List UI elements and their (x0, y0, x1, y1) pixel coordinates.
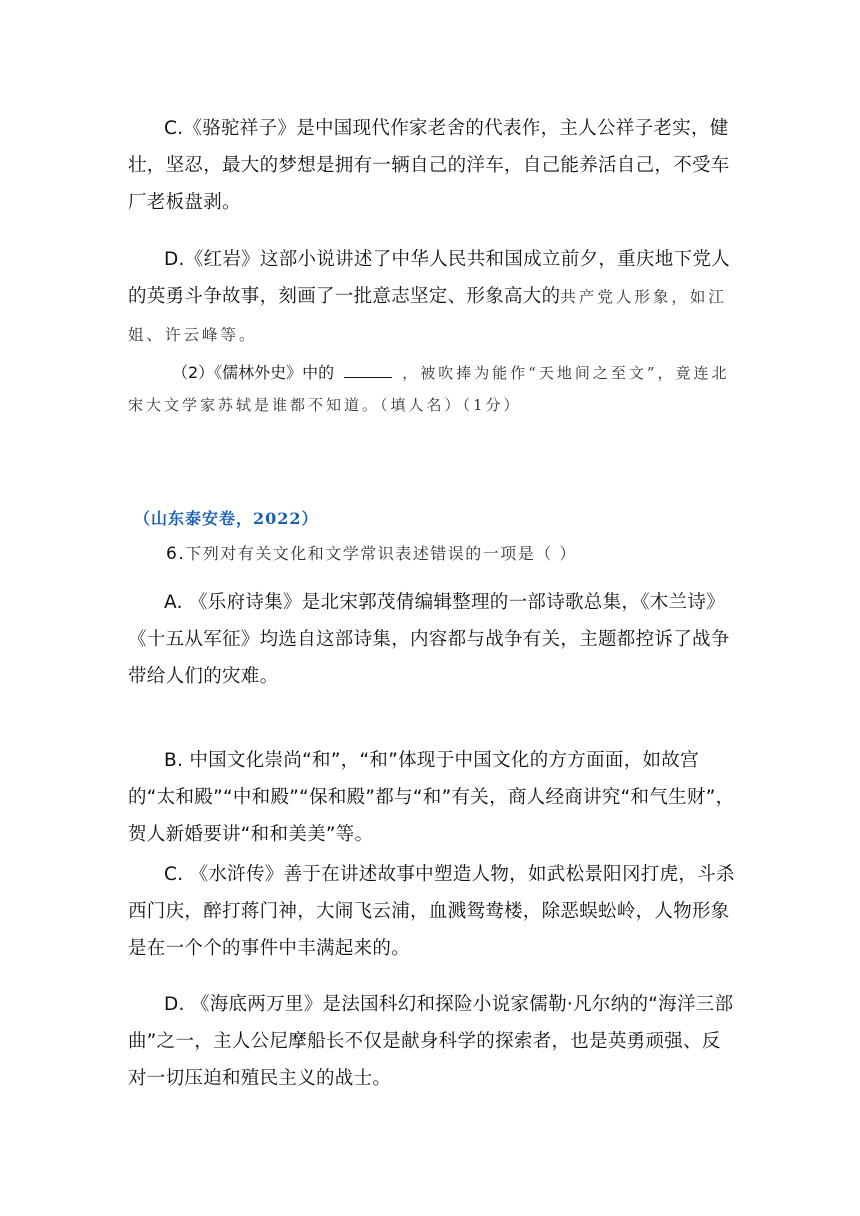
option-d: D. 《海底两万里》是法国科幻和探险小说家儒勒·凡尔纳的“海洋三部曲”之一，主人公尼摩船长不仅是献身科学的探索者，也是英勇顽强、反对一切压迫和殖民主义的战士。 (128, 994, 734, 1089)
question-text: 下列对有关文化和文学常识表述错误的一项是（ ） (185, 544, 577, 563)
sub-question-suffix: ，被吹捧为能作“天地间之至文”，竟连北宋大文学家苏轼是谁都不知道。（填人名）（1分） (128, 364, 730, 414)
option-d-previous (128, 241, 738, 354)
option-c-previous: C.《骆驼祥子》是中国现代作家老舍的代表作，主人公祥子老实，健壮，坚忍，最大的梦想是拥有一辆自己的洋车，自己能养活自己，不受车厂老板盘剥。 (128, 118, 730, 213)
sub-question-2 (128, 357, 738, 421)
question-number: 6. (166, 544, 186, 564)
question-6-stem (166, 541, 577, 564)
option-a: A. 《乐府诗集》是北宋郭茂倩编辑整理的一部诗歌总集，《木兰诗》《十五从军征》均选自这部诗集，内容都与战争有关，主题都控诉了战争带给人们的灾难。 (128, 592, 730, 687)
sub-question-prefix: （2）《儒林外史》中的 (172, 363, 335, 382)
option-d-previous-tail: 共产党人形象，如江姐、许云峰等。 (128, 288, 727, 344)
option-d-previous-main: D.《红岩》这部小说讲述了中华人民共和国成立前夕，重庆地下党人的英勇斗争故事，刻画了一批意志坚定、形象高大的 (128, 249, 730, 307)
option-c: C. 《水浒传》善于在讲述故事中塑造人物，如武松景阳冈打虎，斗杀西门庆，醉打蒋门神，大闹飞云浦，血溅鸳鸯楼，除恶蜈蚣岭，人物形象是在一个个的事件中丰满起来的。 (128, 864, 735, 959)
answer-blank (344, 363, 392, 378)
option-b: B. 中国文化崇尚“和”，“和”体现于中国文化的方方面面，如故宫的“太和殿”“中和殿”“保和殿”都与“和”有关，商人经商讲究“和气生财”，贺人新婚要讲“和和美美”等。 (128, 750, 735, 845)
source-label: （山东泰安卷，2022） (134, 509, 319, 528)
